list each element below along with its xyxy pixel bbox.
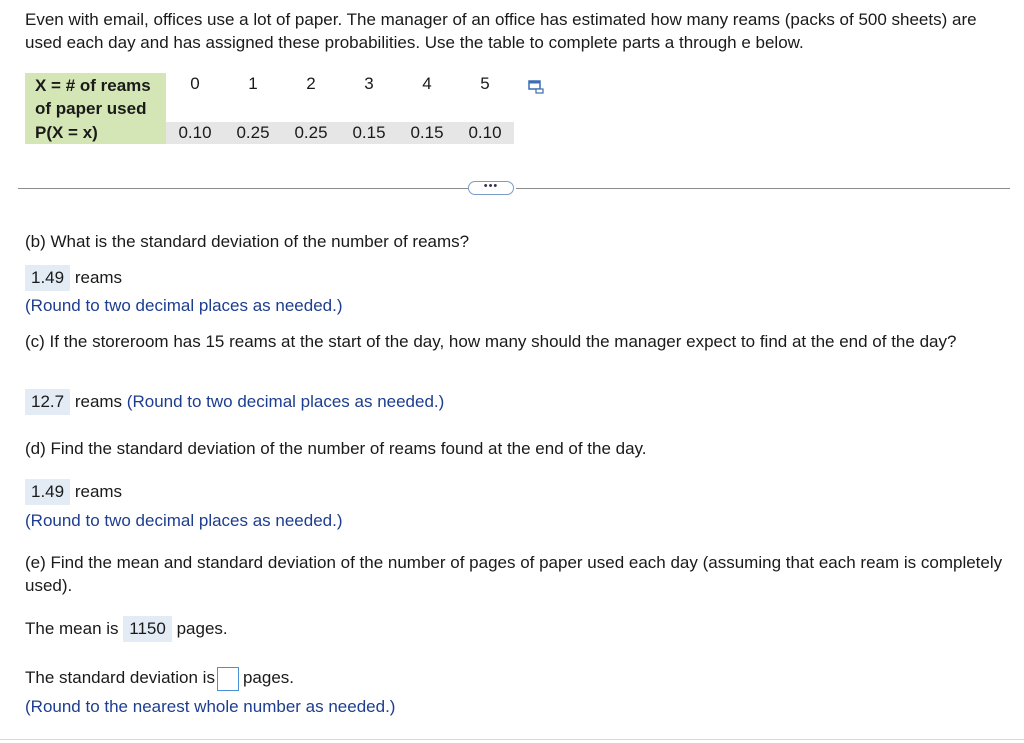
x-header-line1: X = # of reams — [35, 76, 151, 95]
part-e-mean-line — [25, 616, 1005, 642]
part-c-unit: reams — [74, 392, 123, 411]
section-divider — [516, 188, 1010, 189]
copy-icon[interactable] — [528, 80, 544, 94]
part-d-question: (d) Find the standard deviation of the number of reams found at the end of the day. — [25, 439, 647, 458]
p-value: 0.15 — [340, 122, 398, 144]
part-d-unit: reams — [74, 482, 123, 501]
x-value: 2 — [306, 74, 316, 93]
part-e-question: (e) Find the mean and standard deviation of the number of pages of paper used each day (assuming that each ream is completely used). — [25, 553, 1003, 595]
part-c-hint: (Round to two decimal places as needed.) — [126, 392, 445, 411]
x-header-line2: of paper used — [35, 99, 147, 118]
p-value: 0.10 — [456, 122, 514, 144]
p-value: 0.25 — [282, 122, 340, 144]
ellipsis-icon: ••• — [483, 180, 499, 192]
x-value: 5 — [480, 74, 490, 93]
x-value: 4 — [422, 74, 432, 93]
bottom-border — [0, 739, 1024, 740]
section-divider — [18, 188, 468, 189]
part-b-hint: (Round to two decimal places as needed.) — [25, 296, 343, 315]
part-c-question: (c) If the storeroom has 15 reams at the start of the day, how many should the manager expect to find at the end of the day? — [25, 332, 957, 351]
x-header — [25, 73, 166, 122]
part-e-sd-line — [25, 666, 1005, 691]
mean-answer[interactable]: 1150 — [123, 616, 172, 642]
mean-label: The mean is — [25, 619, 119, 638]
expand-more-button[interactable] — [468, 181, 514, 195]
p-value: 0.15 — [398, 122, 456, 144]
mean-unit: pages. — [176, 619, 228, 638]
p-value: 0.25 — [224, 122, 282, 144]
part-e-hint: (Round to the nearest whole number as needed.) — [25, 697, 396, 716]
part-d-answer[interactable]: 1.49 — [25, 479, 70, 505]
part-d-hint: (Round to two decimal places as needed.) — [25, 511, 343, 530]
p-value: 0.10 — [166, 122, 224, 144]
part-b-answer-line — [25, 265, 1005, 291]
part-b-unit: reams — [74, 268, 123, 287]
part-b-question: (b) What is the standard deviation of the number of reams? — [25, 232, 470, 251]
part-d-answer-line — [25, 479, 1005, 505]
x-row — [25, 73, 514, 122]
sd-answer-input[interactable] — [217, 667, 239, 691]
sd-label: The standard deviation is — [25, 668, 215, 687]
part-b-answer[interactable]: 1.49 — [25, 265, 70, 291]
sd-unit: pages. — [242, 668, 294, 687]
problem-intro: Even with email, offices use a lot of paper. The manager of an office has estimated how many reams (packs of 500 sheets) are used each day and has assigned these probabilities. Use the table to complete parts a through e below. — [25, 10, 977, 52]
probability-table — [25, 73, 514, 144]
part-c-answer[interactable]: 12.7 — [25, 389, 70, 415]
p-header: P(X = x) — [25, 122, 166, 144]
x-value: 1 — [248, 74, 258, 93]
x-value: 0 — [190, 74, 200, 93]
part-c-answer-line — [25, 389, 1005, 415]
p-row — [25, 122, 514, 144]
x-value: 3 — [364, 74, 374, 93]
